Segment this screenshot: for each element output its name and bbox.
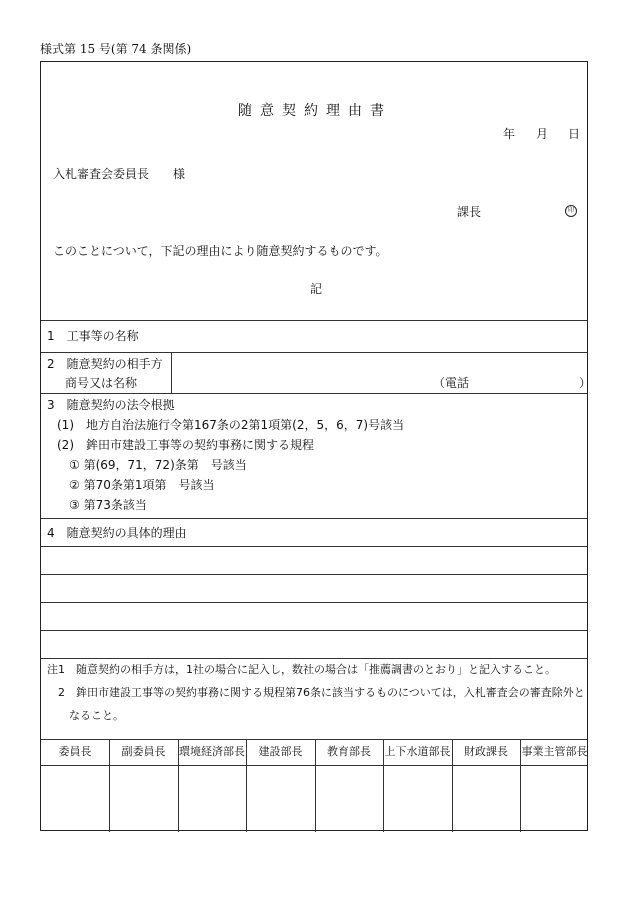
- addressee: 入札審査会委員長 様: [53, 167, 186, 181]
- divider-reason-2: [41, 574, 587, 575]
- date-month[interactable]: 月: [536, 127, 549, 141]
- item1-label: 1 工事等の名称: [47, 329, 139, 343]
- approval-header-vice-chair: 副委員長: [121, 745, 166, 758]
- approval-sign-cell[interactable]: [247, 766, 314, 831]
- form-frame: [40, 61, 592, 831]
- item3-sub2: (2) 鉾田市建設工事等の契約事務に関する規程: [57, 438, 314, 452]
- intro-text: このことについて，下記の理由により随意契約するものです。: [53, 244, 388, 258]
- item4-label: 4 随意契約の具体的理由: [47, 526, 187, 540]
- note-2-line1: 2 鉾田市建設工事等の契約事務に関する規程第76条に該当するものについては，入札審査会の審査除外と: [58, 686, 585, 699]
- divider-notes: [41, 658, 587, 659]
- approval-header-project-owner: 事業主管部長: [521, 745, 588, 758]
- item3-sub2-b: ② 第70条第1項第 号該当: [69, 478, 215, 492]
- date-day[interactable]: 日: [568, 127, 581, 141]
- divider-reason-1: [41, 546, 587, 547]
- date-year[interactable]: 年: [503, 127, 516, 141]
- seal-stamp-icon: 印: [565, 205, 577, 217]
- divider-item1: [41, 352, 587, 353]
- item2-phone-close: ）: [579, 376, 592, 390]
- approval-header-finance: 財政課長: [464, 745, 508, 758]
- approval-sign-cell[interactable]: [316, 766, 382, 831]
- ki-heading: 記: [310, 282, 323, 296]
- item2-divider: [171, 352, 172, 393]
- divider-item2: [41, 393, 587, 394]
- divider-reason-4: [41, 630, 587, 631]
- note-2-line2: なること。: [69, 709, 124, 722]
- form-code: 様式第 15 号(第 74 条関係): [40, 42, 192, 56]
- item2-sublabel: 商号又は名称: [65, 376, 138, 390]
- item3-sub1: (1) 地方自治法施行令第167条の2第1項第(2，5，6，7)号該当: [57, 418, 405, 432]
- divider-title-block: [41, 320, 587, 321]
- approval-header-education: 教育部長: [327, 745, 371, 758]
- approval-header-construction: 建設部長: [258, 745, 303, 758]
- approval-sign-cell[interactable]: [384, 766, 451, 831]
- item3-label: 3 随意契約の法令根拠: [47, 398, 175, 412]
- approval-sign-cell[interactable]: [110, 766, 177, 831]
- approval-sign-cell[interactable]: [42, 766, 108, 831]
- divider-reason-3: [41, 602, 587, 603]
- item3-sub2-c: ③ 第73条該当: [69, 498, 147, 512]
- approval-sign-cell[interactable]: [453, 766, 519, 831]
- item3-sub2-a: ① 第(69，71，72)条第 号該当: [69, 458, 247, 472]
- item2-phone-open: （電話: [433, 376, 470, 390]
- signer-title: 課長: [457, 205, 482, 219]
- approval-sign-cell[interactable]: [179, 766, 245, 831]
- note-1: 注1 随意契約の相手方は，1社の場合に記入し，数社の場合は「推薦調書のとおり」と記入すること。: [47, 663, 556, 676]
- document-title: 随意契約理由書: [238, 103, 392, 119]
- approval-header-water-sewer: 上下水道部長: [384, 745, 451, 758]
- item2-label: 2 随意契約の相手方: [47, 357, 163, 371]
- divider-item3: [41, 518, 587, 519]
- approval-header-chair: 委員長: [58, 745, 92, 758]
- approval-sign-cell[interactable]: [521, 766, 588, 831]
- approval-header-environment-economy: 環境経済部長: [179, 745, 245, 758]
